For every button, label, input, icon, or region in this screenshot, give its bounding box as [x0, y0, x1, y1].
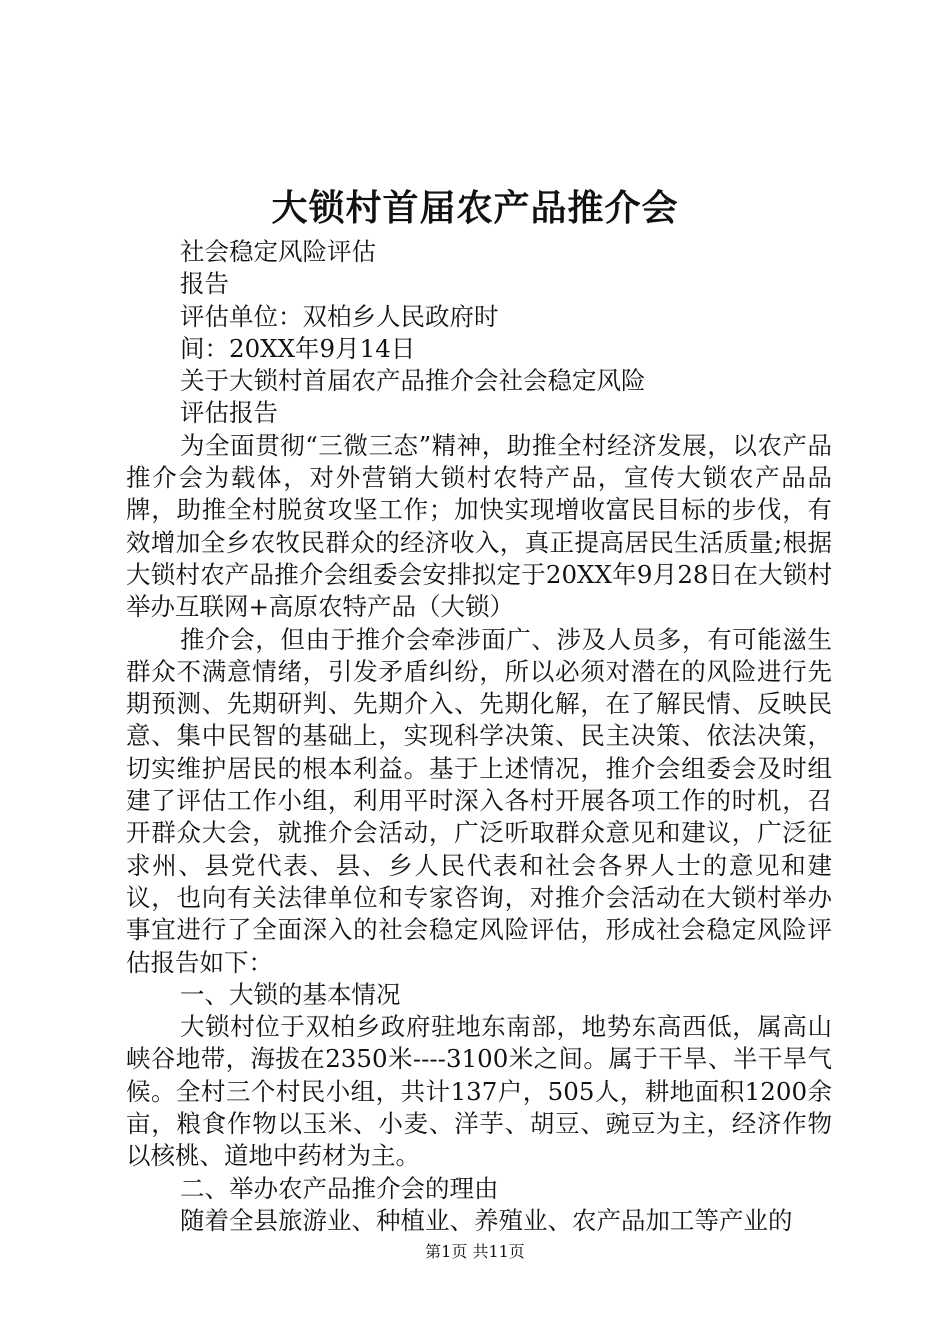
assessment-unit-line: 评估单位：双柏乡人民政府时	[180, 301, 499, 331]
heading-line-1: 社会稳定风险评估	[180, 237, 376, 266]
paragraph-intro: 为全面贯彻“三微三态”精神，助推全村经济发展，以农产品推介会为载体，对外营销大锁村农特产品，宣传大锁农产品品牌，助推全村脱贫攻坚工作；加快实现增收富民目标的步伐，有效增加全乡农牧民群众的经济收入，真正提高居民生活质量;根据大锁村农产品推介会组委会安排拟定于20XX年9月28日在大锁村举办互联网+高原农特产品（大锁）	[126, 430, 832, 622]
heading-line-2: 报告	[180, 269, 229, 299]
section-heading-1: 一、大锁的基本情况	[180, 979, 401, 1009]
paragraph-reasons: 随着全县旅游业、种植业、养殖业、农产品加工等产业的	[180, 1205, 793, 1235]
report-title-line-1: 关于大锁村首届农产品推介会社会稳定风险	[180, 366, 646, 396]
paragraph-basic-info: 大锁村位于双柏乡政府驻地东南部，地势东高西低，属高山峡谷地带，海拔在2350米----3100米之间。属于干旱、半干旱气候。全村三个村民小组，共计137户，505人，耕地面积1200余亩，粮食作物以玉米、小麦、洋芋、胡豆、豌豆为主，经济作物以核桃、道地中药材为主。	[126, 1012, 832, 1171]
paragraph-assessment: 推介会，但由于推介会牵涉面广、涉及人员多，有可能滋生群众不满意情绪，引发矛盾纠纷，所以必须对潜在的风险进行先期预测、先期研判、先期介入、先期化解，在了解民情、反映民意、集中民智的基础上，实现科学决策、民主决策、依法决策，切实维护居民的根本利益。基于上述情况，推介会组委会及时组建了评估工作小组，利用平时深入各村开展各项工作的时机，召开群众大会，就推介会活动，广泛听取群众意见和建议，广泛征求州、县党代表、县、乡人民代表和社会各界人士的意见和建议，也向有关法律单位和专家咨询，对推介会活动在大锁村举办事宜进行了全面深入的社会稳定风险评估，形成社会稳定风险评估报告如下：	[126, 624, 832, 977]
page-footer: 第1页 共11页	[425, 1242, 525, 1261]
report-title-line-2: 评估报告	[180, 398, 278, 428]
section-heading-2: 二、举办农产品推介会的理由	[180, 1173, 499, 1203]
date-line: 间：20XX年9月14日	[180, 333, 416, 363]
document-title: 大锁村首届农产品推介会	[271, 187, 679, 229]
document-body	[126, 236, 832, 1237]
